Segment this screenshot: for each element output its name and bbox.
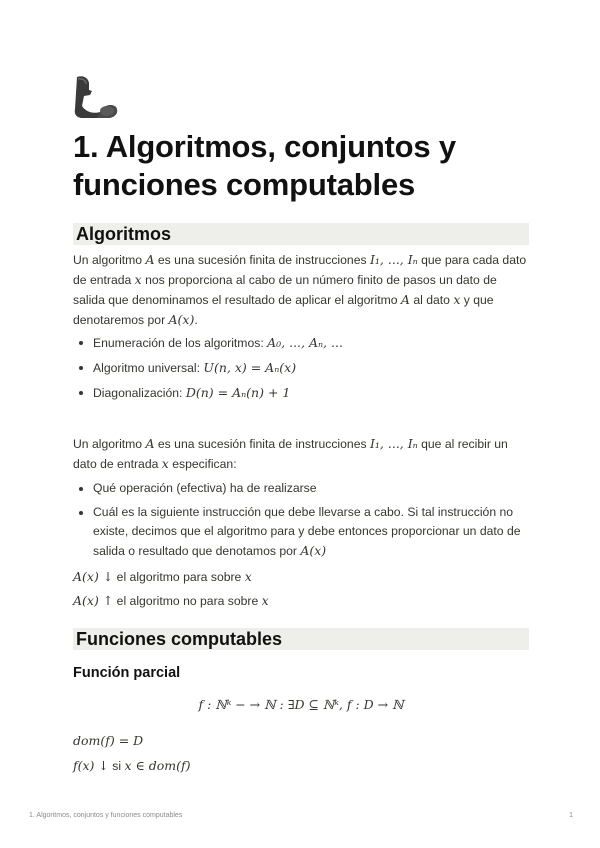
text-run: nos proporciona al cabo de un número finito de pasos un dato de salida que denominamos el resultado de aplicar el algoritmo xyxy=(73,273,497,307)
text-run: Un algoritmo xyxy=(73,437,146,451)
math-inline: dom(f) = D xyxy=(73,733,144,748)
math-inline: A(x) xyxy=(300,543,327,558)
section-heading-algoritmos: Algoritmos xyxy=(73,223,529,245)
list-item-text: Cuál es la siguiente instrucción que debe llevarse a cabo. Si tal instrucción no existe, decimos que el algoritmo para y debe entonces proporcionar un dato de salida o resultado que denotamos por xyxy=(93,505,521,558)
section-heading-funciones-computables: Funciones computables xyxy=(73,628,529,650)
text-run: es una sucesión finita de instrucciones xyxy=(154,253,370,267)
text-run: que al recibir un dato de entrada xyxy=(73,437,508,471)
math-inline: x xyxy=(134,272,142,287)
no-halt-notation-line xyxy=(73,591,529,611)
text-run: y que denotaremos por xyxy=(73,293,494,327)
list-item xyxy=(73,503,529,561)
math-inline: A(x) xyxy=(168,312,195,327)
list-item-text: Enumeración de los algoritmos: xyxy=(93,336,268,350)
text-run: que para cada dato de entrada xyxy=(73,253,527,287)
math-inline: U(n, x) = Aₙ(x) xyxy=(203,360,297,375)
page-title-line-2: funciones computables xyxy=(73,167,416,202)
down-arrow-symbol: ↓ xyxy=(98,569,114,584)
list-item-text: Diagonalización: xyxy=(93,386,186,400)
list-item-text: Qué operación (efectiva) ha de realizarse xyxy=(93,481,317,495)
list-item xyxy=(73,333,529,353)
defined-notation-line xyxy=(73,756,529,776)
up-arrow-symbol: ↑ xyxy=(98,593,114,608)
list-item xyxy=(73,383,529,403)
text-run: el algoritmo no para sobre xyxy=(113,594,262,608)
flexed-biceps-icon xyxy=(73,74,119,120)
page-title-line-1: 1. Algoritmos, conjuntos y xyxy=(73,129,456,164)
math-inline: I₁, ..., Iₙ xyxy=(369,252,418,267)
math-inline: x xyxy=(261,593,269,608)
footer-document-title: 1. Algoritmos, conjuntos y funciones computables xyxy=(29,812,183,819)
math-inline: A(x) xyxy=(73,593,99,608)
text-run: es una sucesión finita de instrucciones xyxy=(154,437,370,451)
math-display: f : ℕᵏ − → ℕ : ∃D ⊆ ℕᵏ, f : D → ℕ xyxy=(198,697,404,712)
math-inline: A(x) xyxy=(73,569,99,584)
page-title xyxy=(73,128,543,204)
text-run: especifican: xyxy=(168,457,237,471)
display-formula xyxy=(73,695,529,715)
text-run: Un algoritmo xyxy=(73,253,146,267)
text-run: si xyxy=(108,759,125,773)
subheading-funcion-parcial: Función parcial xyxy=(73,665,181,681)
math-inline: x xyxy=(161,456,169,471)
text-run: el algoritmo para sobre xyxy=(113,570,245,584)
algorithm-definition-paragraph xyxy=(73,250,529,330)
algorithm-properties-list xyxy=(73,333,529,408)
math-inline: x xyxy=(453,292,461,307)
math-inline: x xyxy=(244,569,252,584)
math-inline: f(x) xyxy=(73,758,95,773)
math-inline: A₀, ..., Aₙ, ... xyxy=(267,335,343,350)
math-inline: x ∈ dom(f) xyxy=(124,758,191,773)
page-footer xyxy=(29,812,573,819)
text-run: al dato xyxy=(409,293,454,307)
list-item xyxy=(73,358,529,378)
footer-page-number: 1 xyxy=(569,812,573,819)
text-run: . xyxy=(194,313,198,327)
math-inline: A xyxy=(400,292,410,307)
halt-notation-line xyxy=(73,567,529,587)
math-inline: I₁, ..., Iₙ xyxy=(369,436,418,451)
math-inline: A xyxy=(145,252,155,267)
algorithm-instructions-paragraph xyxy=(73,434,529,474)
math-inline: D(n) = Aₙ(n) + 1 xyxy=(185,385,291,400)
down-arrow-symbol: ↓ xyxy=(94,758,109,773)
list-item xyxy=(73,479,529,498)
domain-definition-line xyxy=(73,731,529,751)
math-inline: A xyxy=(145,436,155,451)
instruction-spec-list xyxy=(73,479,529,566)
list-item-text: Algoritmo universal: xyxy=(93,361,204,375)
